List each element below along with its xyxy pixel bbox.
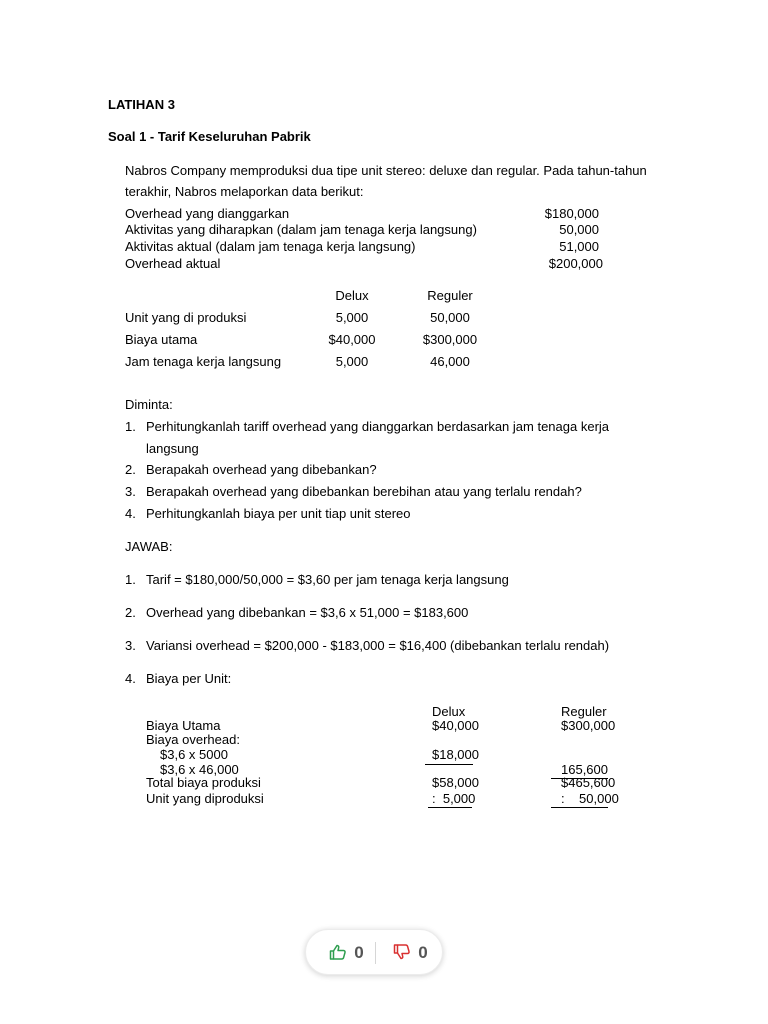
overhead-value: 51,000 <box>559 239 599 254</box>
cell-reguler: $300,000 <box>422 332 478 347</box>
answer-heading: JAWAB: <box>125 539 173 554</box>
row-label: Unit yang diproduksi <box>146 791 264 806</box>
overhead-value: 50,000 <box>559 222 599 237</box>
like-button[interactable] <box>314 930 378 976</box>
dislike-count: 0 <box>418 943 428 962</box>
intro-line-1: Nabros Company memproduksi dua tipe unit stereo: deluxe dan regular. Pada tahun-tahun <box>125 163 647 178</box>
list-number: 1. <box>125 572 136 587</box>
column-header-reguler: Reguler <box>561 704 607 719</box>
cell-delux: $58,000 <box>432 775 479 790</box>
overhead-value: $180,000 <box>544 206 599 221</box>
intro-line-2: terakhir, Nabros melaporkan data berikut: <box>125 184 364 199</box>
cell-delux: 5,000 <box>335 310 369 325</box>
row-label: Biaya overhead: <box>146 732 240 747</box>
cell-reguler: 165,600 <box>561 762 608 777</box>
required-heading: Diminta: <box>125 397 173 412</box>
overhead-label: Overhead yang dianggarkan <box>125 206 290 221</box>
list-item: Berapakah overhead yang dibebankan berebihan atau yang terlalu rendah? <box>146 484 582 499</box>
cell-delux: $18,000 <box>432 747 479 762</box>
thumbs-down-icon <box>392 942 412 965</box>
cell-delux: : 5,000 <box>432 791 476 806</box>
list-item-continuation: langsung <box>146 441 199 456</box>
list-number: 1. <box>125 419 136 434</box>
list-item: Perhitungkanlah biaya per unit tiap unit stereo <box>146 506 411 521</box>
subtotal-rule <box>425 764 473 765</box>
cell-delux: 5,000 <box>335 354 369 369</box>
page-title: LATIHAN 3 <box>108 97 175 112</box>
dislike-button[interactable] <box>378 930 442 976</box>
cell-reguler: 50,000 <box>430 310 470 325</box>
column-header-delux: Delux <box>335 288 369 303</box>
overhead-label: Overhead aktual <box>125 256 221 271</box>
feedback-widget <box>305 929 443 975</box>
row-label: Total biaya produksi <box>146 775 261 790</box>
list-number: 4. <box>125 506 136 521</box>
answer-item: Overhead yang dibebankan = $3,6 x 51,000 = $183,600 <box>146 605 469 620</box>
divider <box>375 942 376 964</box>
cell-delux: $40,000 <box>432 718 479 733</box>
row-label: Biaya utama <box>125 332 198 347</box>
section-subtitle: Soal 1 - Tarif Keseluruhan Pabrik <box>108 129 311 144</box>
total-rule <box>428 807 472 808</box>
total-rule <box>551 807 608 808</box>
list-number: 4. <box>125 671 136 686</box>
column-header-reguler: Reguler <box>427 288 473 303</box>
list-number: 2. <box>125 462 136 477</box>
cell-delux: $40,000 <box>328 332 376 347</box>
thumbs-up-icon <box>328 942 348 965</box>
row-label: Jam tenaga kerja langsung <box>125 354 282 369</box>
list-number: 2. <box>125 605 136 620</box>
cell-reguler: 46,000 <box>430 354 470 369</box>
answer-item: Tarif = $180,000/50,000 = $3,60 per jam tenaga kerja langsung <box>146 572 509 587</box>
answer-item: Biaya per Unit: <box>146 671 232 686</box>
overhead-value: $200,000 <box>548 256 603 271</box>
like-count: 0 <box>354 943 364 962</box>
cell-reguler: $465,600 <box>561 775 616 790</box>
cell-reguler: : 50,000 <box>561 791 619 806</box>
answer-item: Variansi overhead = $200,000 - $183,000 = $16,400 (dibebankan terlalu rendah) <box>146 638 610 653</box>
overhead-label: Aktivitas yang diharapkan (dalam jam tenaga kerja langsung) <box>125 222 477 237</box>
row-label: Biaya Utama <box>146 718 221 733</box>
row-label: $3,6 x 46,000 <box>160 762 239 777</box>
list-number: 3. <box>125 484 136 499</box>
list-item: Berapakah overhead yang dibebankan? <box>146 462 377 477</box>
cell-reguler: $300,000 <box>561 718 616 733</box>
list-item: Perhitungkanlah tariff overhead yang dianggarkan berdasarkan jam tenaga kerja <box>146 419 610 434</box>
row-label: $3,6 x 5000 <box>160 747 228 762</box>
list-number: 3. <box>125 638 136 653</box>
column-header-delux: Delux <box>432 704 466 719</box>
overhead-label: Aktivitas aktual (dalam jam tenaga kerja langsung) <box>125 239 416 254</box>
row-label: Unit yang di produksi <box>125 310 247 325</box>
